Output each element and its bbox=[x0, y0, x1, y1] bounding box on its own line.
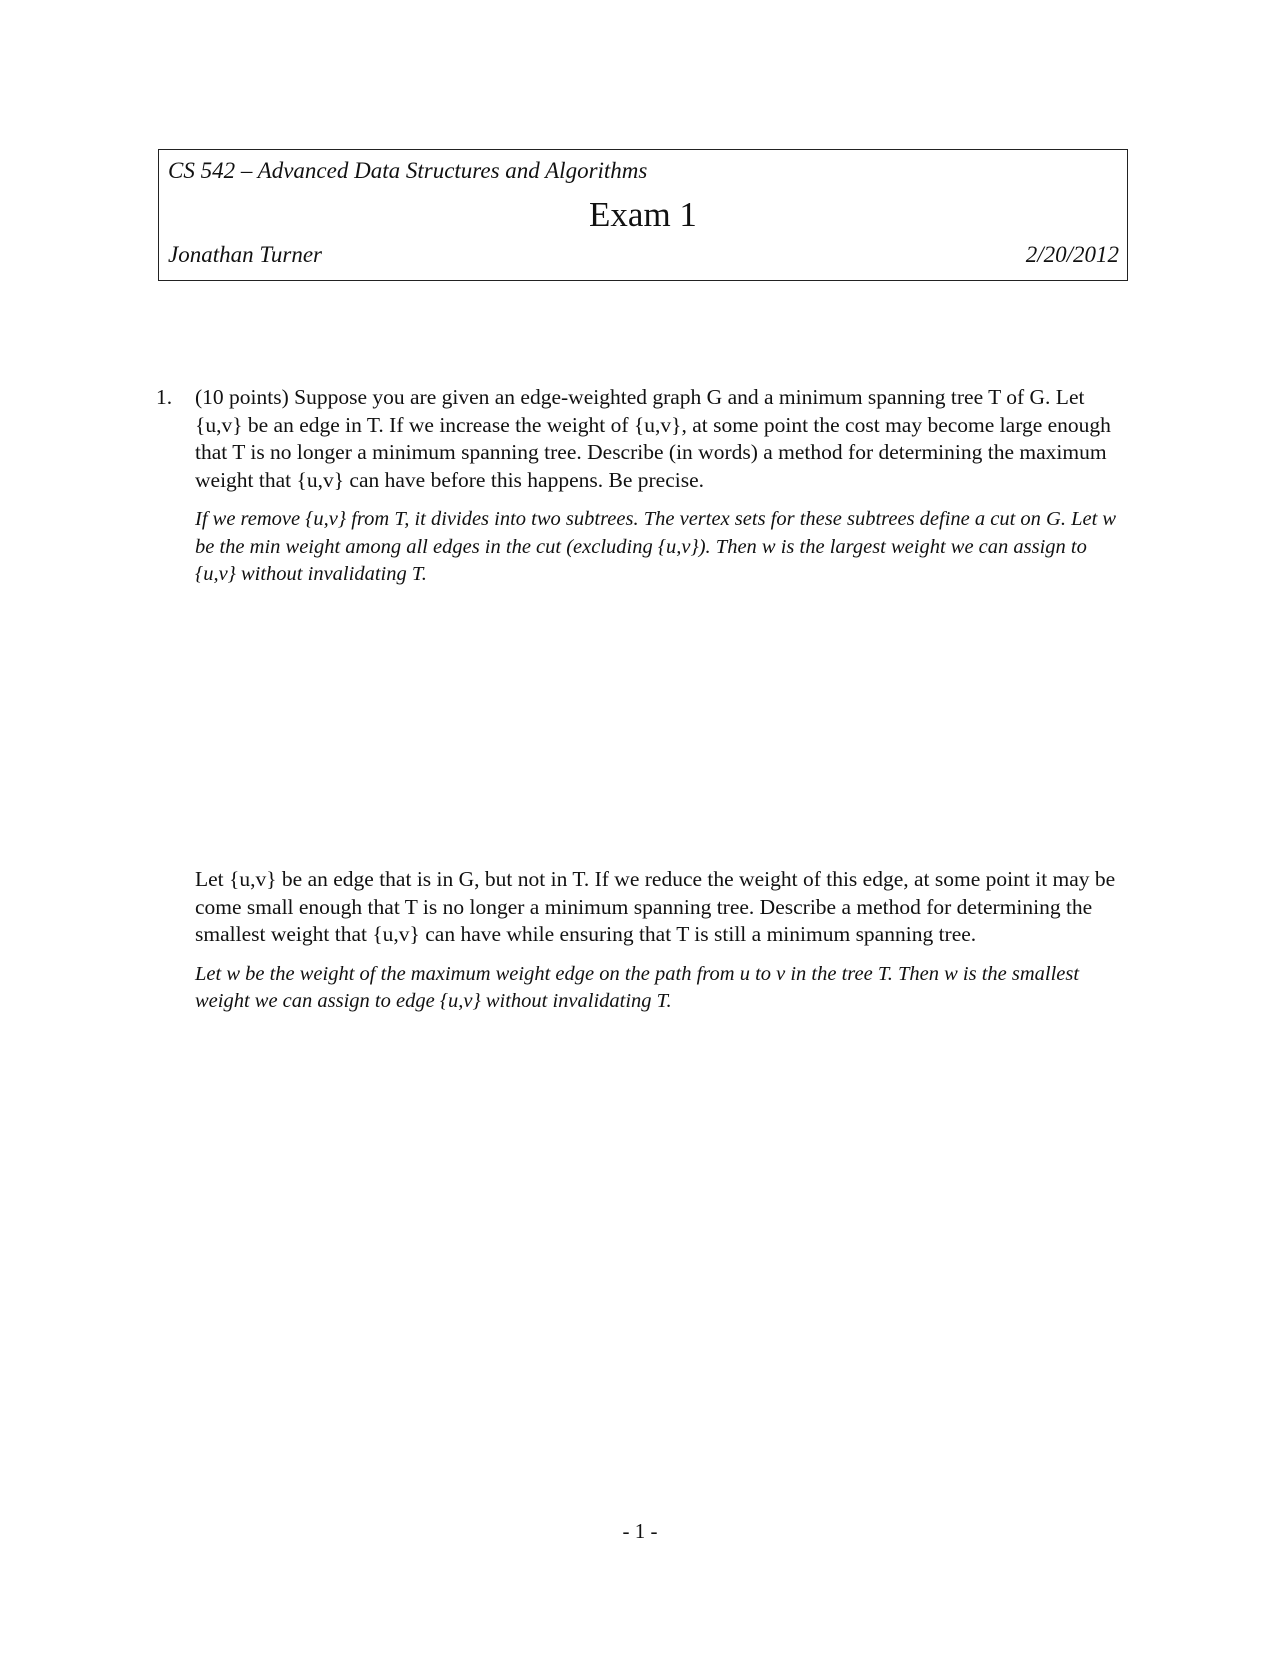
question-1-part-a bbox=[195, 384, 1126, 589]
exam-date: 2/20/2012 bbox=[1025, 242, 1119, 267]
question-prompt: Let {u,v} be an edge that is in G, but not in T. If we reduce the weight of this edge, at some point it may be come small enough that T is no longer a minimum spanning tree. Describe a method for determining the smallest weight that {u,v} can have while ensuring that T is still a minimum spanning tree. bbox=[195, 867, 1116, 946]
question-1-part-b bbox=[195, 866, 1126, 1016]
exam-title: Exam 1 bbox=[589, 195, 697, 234]
question-answer: If we remove {u,v} from T, it divides into two subtrees. The vertex sets for these subtrees define a cut on G. Let w be the min weight among all edges in the cut (excluding {u,v}). Then w is the largest weight we can assign to {u,v} without invalidating T. bbox=[195, 508, 1117, 585]
exam-header bbox=[158, 149, 1128, 281]
course-title: CS 542 – Advanced Data Structures and Algorithms bbox=[168, 158, 648, 183]
question-answer: Let w be the weight of the maximum weight edge on the path from u to v in the tree T. Then w is the smallest weight we can assign to edge {u,v} without invalidating T. bbox=[195, 962, 1080, 1012]
page-number: - 1 - bbox=[622, 1519, 658, 1543]
question-number: 1. bbox=[156, 385, 173, 409]
question-prompt: (10 points) Suppose you are given an edge-weighted graph G and a minimum spanning tree T of G. Let {u,v} be an edge in T. If we increase the weight of {u,v}, at some point the cost may become large enough that T is no longer a minimum spanning tree. Describe (in words) a method for determining the maximum weight that {u,v} can have before this happens. Be precise. bbox=[195, 385, 1111, 492]
author-name: Jonathan Turner bbox=[168, 242, 322, 267]
